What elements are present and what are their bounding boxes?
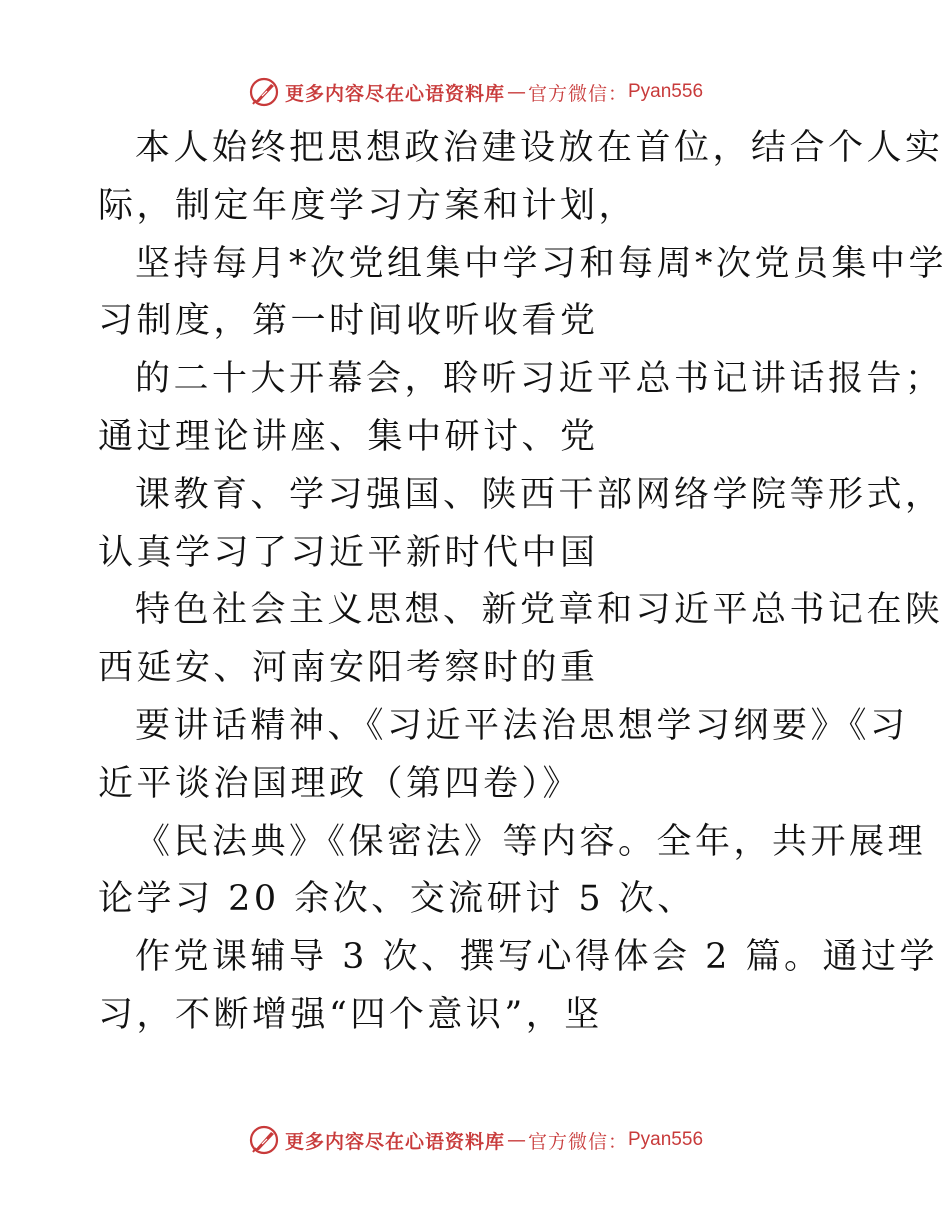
body-line: 西延安、河南安阳考察时的重 (98, 648, 599, 689)
header-account: Pyan556 (628, 81, 704, 102)
footer-banner (0, 1120, 950, 1160)
footer-site-text: 更多内容尽在心语资料库 (284, 1130, 505, 1153)
body-line: 近平谈治国理政（第四卷）》 (98, 763, 582, 804)
footer-wechat-label: 官方微信： (527, 1130, 628, 1153)
body-line: 特色社会主义思想、新党章和习近平总书记在陕 (135, 590, 944, 631)
header-site-text: 更多内容尽在心语资料库 (284, 82, 505, 105)
body-line: 习，不断增强“四个意识”，坚 (98, 994, 603, 1035)
quill-pen-logo-icon (247, 1123, 281, 1157)
body-line: 《民法典》《保密法》等内容。全年，共开展理 (135, 821, 927, 862)
header-dash: — (506, 81, 526, 103)
header-wechat-label: 官方微信： (527, 82, 628, 105)
body-line: 习制度，第一时间收听收看党 (98, 301, 599, 342)
body-line: 通过理论讲座、集中研讨、党 (98, 416, 599, 457)
body-line: 课教育、学习强国、陕西干部网络学院等形式， (135, 474, 944, 515)
footer-account: Pyan556 (628, 1129, 704, 1150)
body-line: 认真学习了习近平新时代中国 (98, 532, 599, 573)
body-paragraph (98, 120, 948, 1045)
quill-pen-logo-icon (247, 75, 281, 109)
body-line: 作党课辅导 3 次、撰写心得体会 2 篇。通过学 (135, 937, 939, 978)
body-line: 要讲话精神、《习近平法治思想学习纲要》《习 (135, 705, 909, 746)
body-line: 的二十大开幕会，聆听习近平总书记讲话报告； (135, 359, 944, 400)
body-line: 际，制定年度学习方案和计划， (98, 185, 638, 226)
body-line: 坚持每月*次党组集中学习和每周*次党员集中学 (135, 243, 948, 284)
body-line: 论学习 20 余次、交流研讨 5 次、 (98, 879, 696, 920)
footer-dash: — (506, 1129, 526, 1151)
header-banner (0, 72, 950, 112)
body-line: 本人始终把思想政治建设放在首位，结合个人实 (135, 128, 944, 168)
